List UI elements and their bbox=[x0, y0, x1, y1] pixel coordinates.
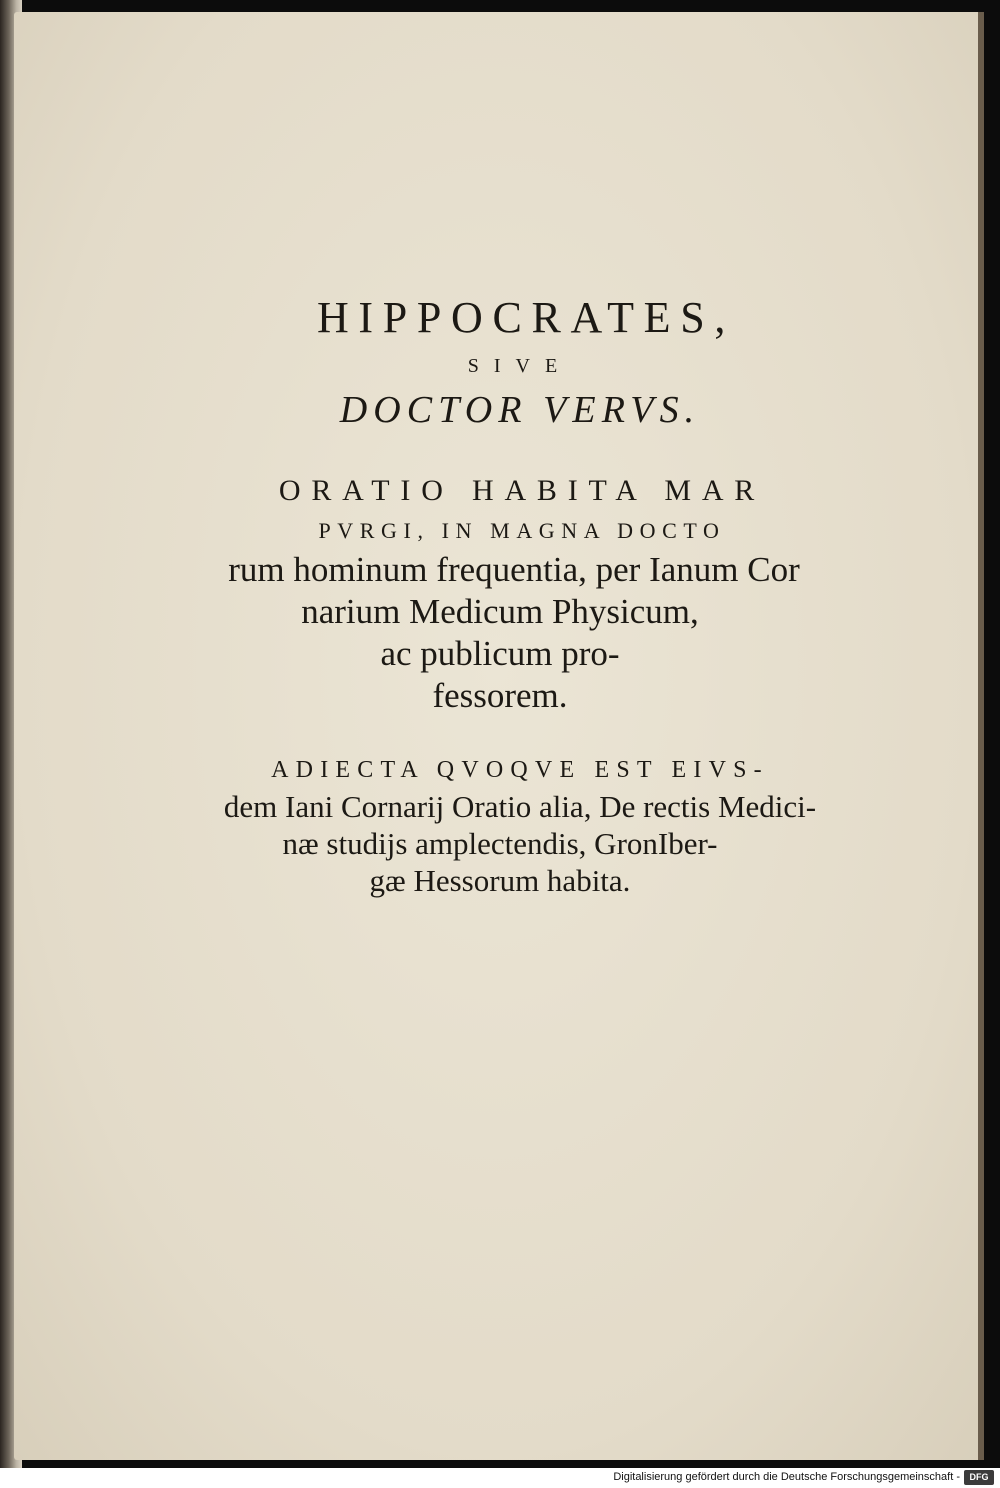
footer-credit: Digitalisierung gefördert durch die Deutsche Forschungsgemeinschaft - bbox=[613, 1471, 960, 1483]
dfg-logo: DFG bbox=[964, 1470, 994, 1485]
oration-line-6: fessorem. bbox=[432, 676, 568, 715]
oration-line-3: rum hominum frequentia, per Ianum Cor bbox=[228, 550, 800, 589]
oration-line-2: PVRGI, IN MAGNA DOCTO bbox=[318, 518, 726, 543]
title-page bbox=[14, 12, 980, 1460]
oration-line-1: ORATIO HABITA MAR bbox=[278, 474, 766, 507]
adjecta-line-3: næ studijs amplectendis, GronIber- bbox=[282, 826, 718, 861]
adjecta-line-4: gæ Hessorum habita. bbox=[369, 863, 631, 898]
oration-line-5: ac publicum pro- bbox=[380, 634, 620, 673]
adjecta-line-2: dem Iani Cornarij Oratio alia, De rectis Medici- bbox=[223, 789, 817, 824]
oration-line-4: narium Medicum Physicum, bbox=[301, 592, 699, 631]
book-subtitle: DOCTOR VERVS. bbox=[339, 389, 701, 431]
page-right-edge bbox=[978, 12, 984, 1460]
footer-bar bbox=[0, 1468, 1000, 1488]
adjecta-line-1: ADIECTA QVOQVE EST EIVS- bbox=[271, 757, 769, 783]
title-sive: SIVE bbox=[467, 355, 573, 377]
book-title: HIPPOCRATES, bbox=[316, 293, 736, 342]
